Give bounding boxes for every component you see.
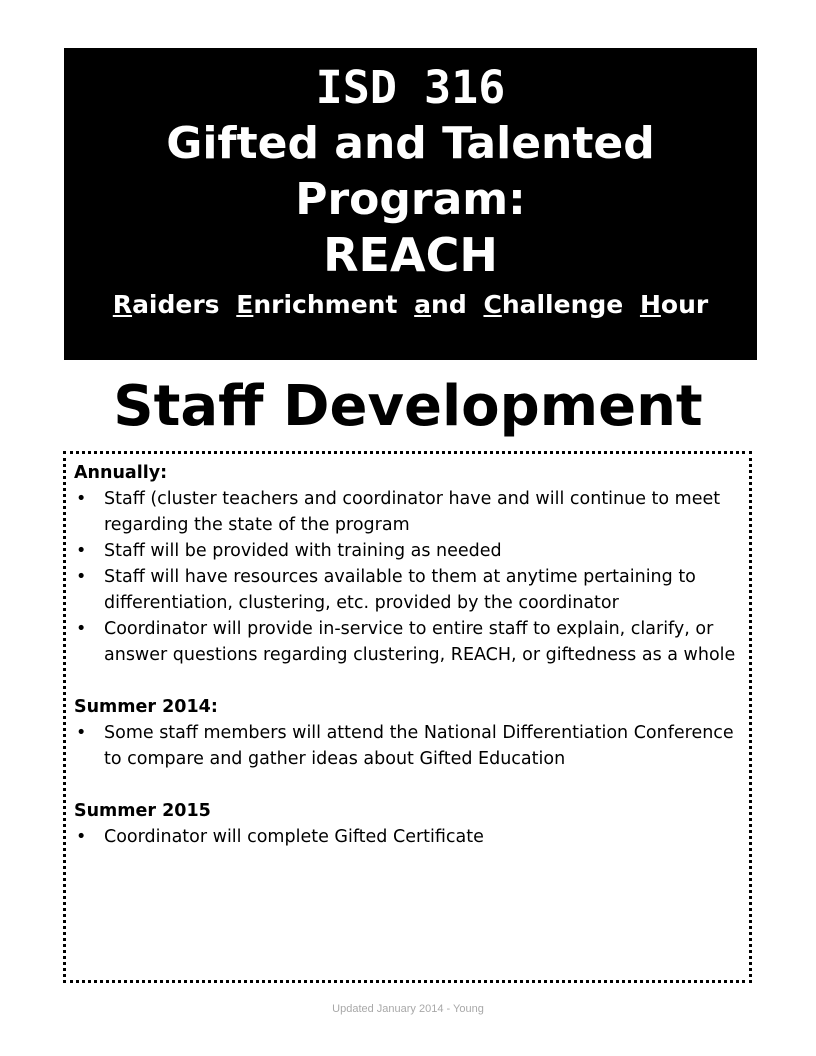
tagline-initial: E <box>236 290 254 319</box>
list-item <box>74 720 741 772</box>
section-title: Annually: <box>74 463 168 483</box>
tagline-rest: our <box>660 290 709 319</box>
tagline-initial: a <box>414 290 432 319</box>
list-item <box>74 616 741 668</box>
content-box <box>63 451 752 983</box>
tagline-word <box>236 290 397 319</box>
bullet-list <box>74 720 741 772</box>
list-item <box>74 538 741 564</box>
section-title: Summer 2014: <box>74 697 218 717</box>
list-item-text: Some staff members will attend the National Differentiation Conference to compare and gather ideas about Gifted Education <box>104 723 734 769</box>
tagline-word <box>113 290 220 319</box>
bullet-icon: • <box>76 489 87 509</box>
banner-district: ISD 316 <box>315 61 506 114</box>
list-item-text: Staff (cluster teachers and coordinator have and will continue to meet regarding the state of the program <box>104 489 721 535</box>
tagline-word <box>414 290 467 319</box>
bullet-list <box>74 824 741 850</box>
bullet-icon: • <box>76 619 87 639</box>
bullet-icon: • <box>76 541 87 561</box>
tagline-word <box>640 290 708 319</box>
section-summer-2014 <box>74 694 741 772</box>
tagline-rest: aiders <box>132 290 220 319</box>
tagline-initial: R <box>112 290 133 319</box>
list-item-text: Coordinator will complete Gifted Certificate <box>104 827 484 847</box>
list-item-text: Staff will have resources available to them at anytime pertaining to differentiation, clustering, etc. provided by the coordinator <box>104 567 696 613</box>
tagline-initial: C <box>483 290 502 319</box>
section-summer-2015 <box>74 798 741 850</box>
tagline-word <box>483 290 623 319</box>
bullet-list <box>74 486 741 668</box>
list-item-text: Coordinator will provide in-service to entire staff to explain, clarify, or answer questions regarding clustering, REACH, or giftedness as a whole <box>104 619 736 665</box>
banner-reach: REACH <box>323 228 498 282</box>
banner-program-label: Program: <box>295 174 526 225</box>
tagline-rest: hallenge <box>501 290 624 319</box>
banner-tagline <box>64 288 757 322</box>
tagline-initial: H <box>639 290 661 319</box>
banner-program-name: Gifted and Talented <box>166 118 655 169</box>
bullet-icon: • <box>76 827 87 847</box>
title-banner <box>64 48 757 360</box>
tagline-rest: nrichment <box>253 290 398 319</box>
list-item <box>74 564 741 616</box>
list-item-text: Staff will be provided with training as needed <box>104 541 502 561</box>
list-item <box>74 486 741 538</box>
footer-note: Updated January 2014 - Young <box>332 1003 484 1015</box>
page-title: Staff Development <box>113 374 703 439</box>
section-title: Summer 2015 <box>74 801 211 821</box>
tagline-rest: nd <box>431 290 467 319</box>
list-item <box>74 824 741 850</box>
section-annually <box>74 460 741 668</box>
bullet-icon: • <box>76 723 87 743</box>
bullet-icon: • <box>76 567 87 587</box>
